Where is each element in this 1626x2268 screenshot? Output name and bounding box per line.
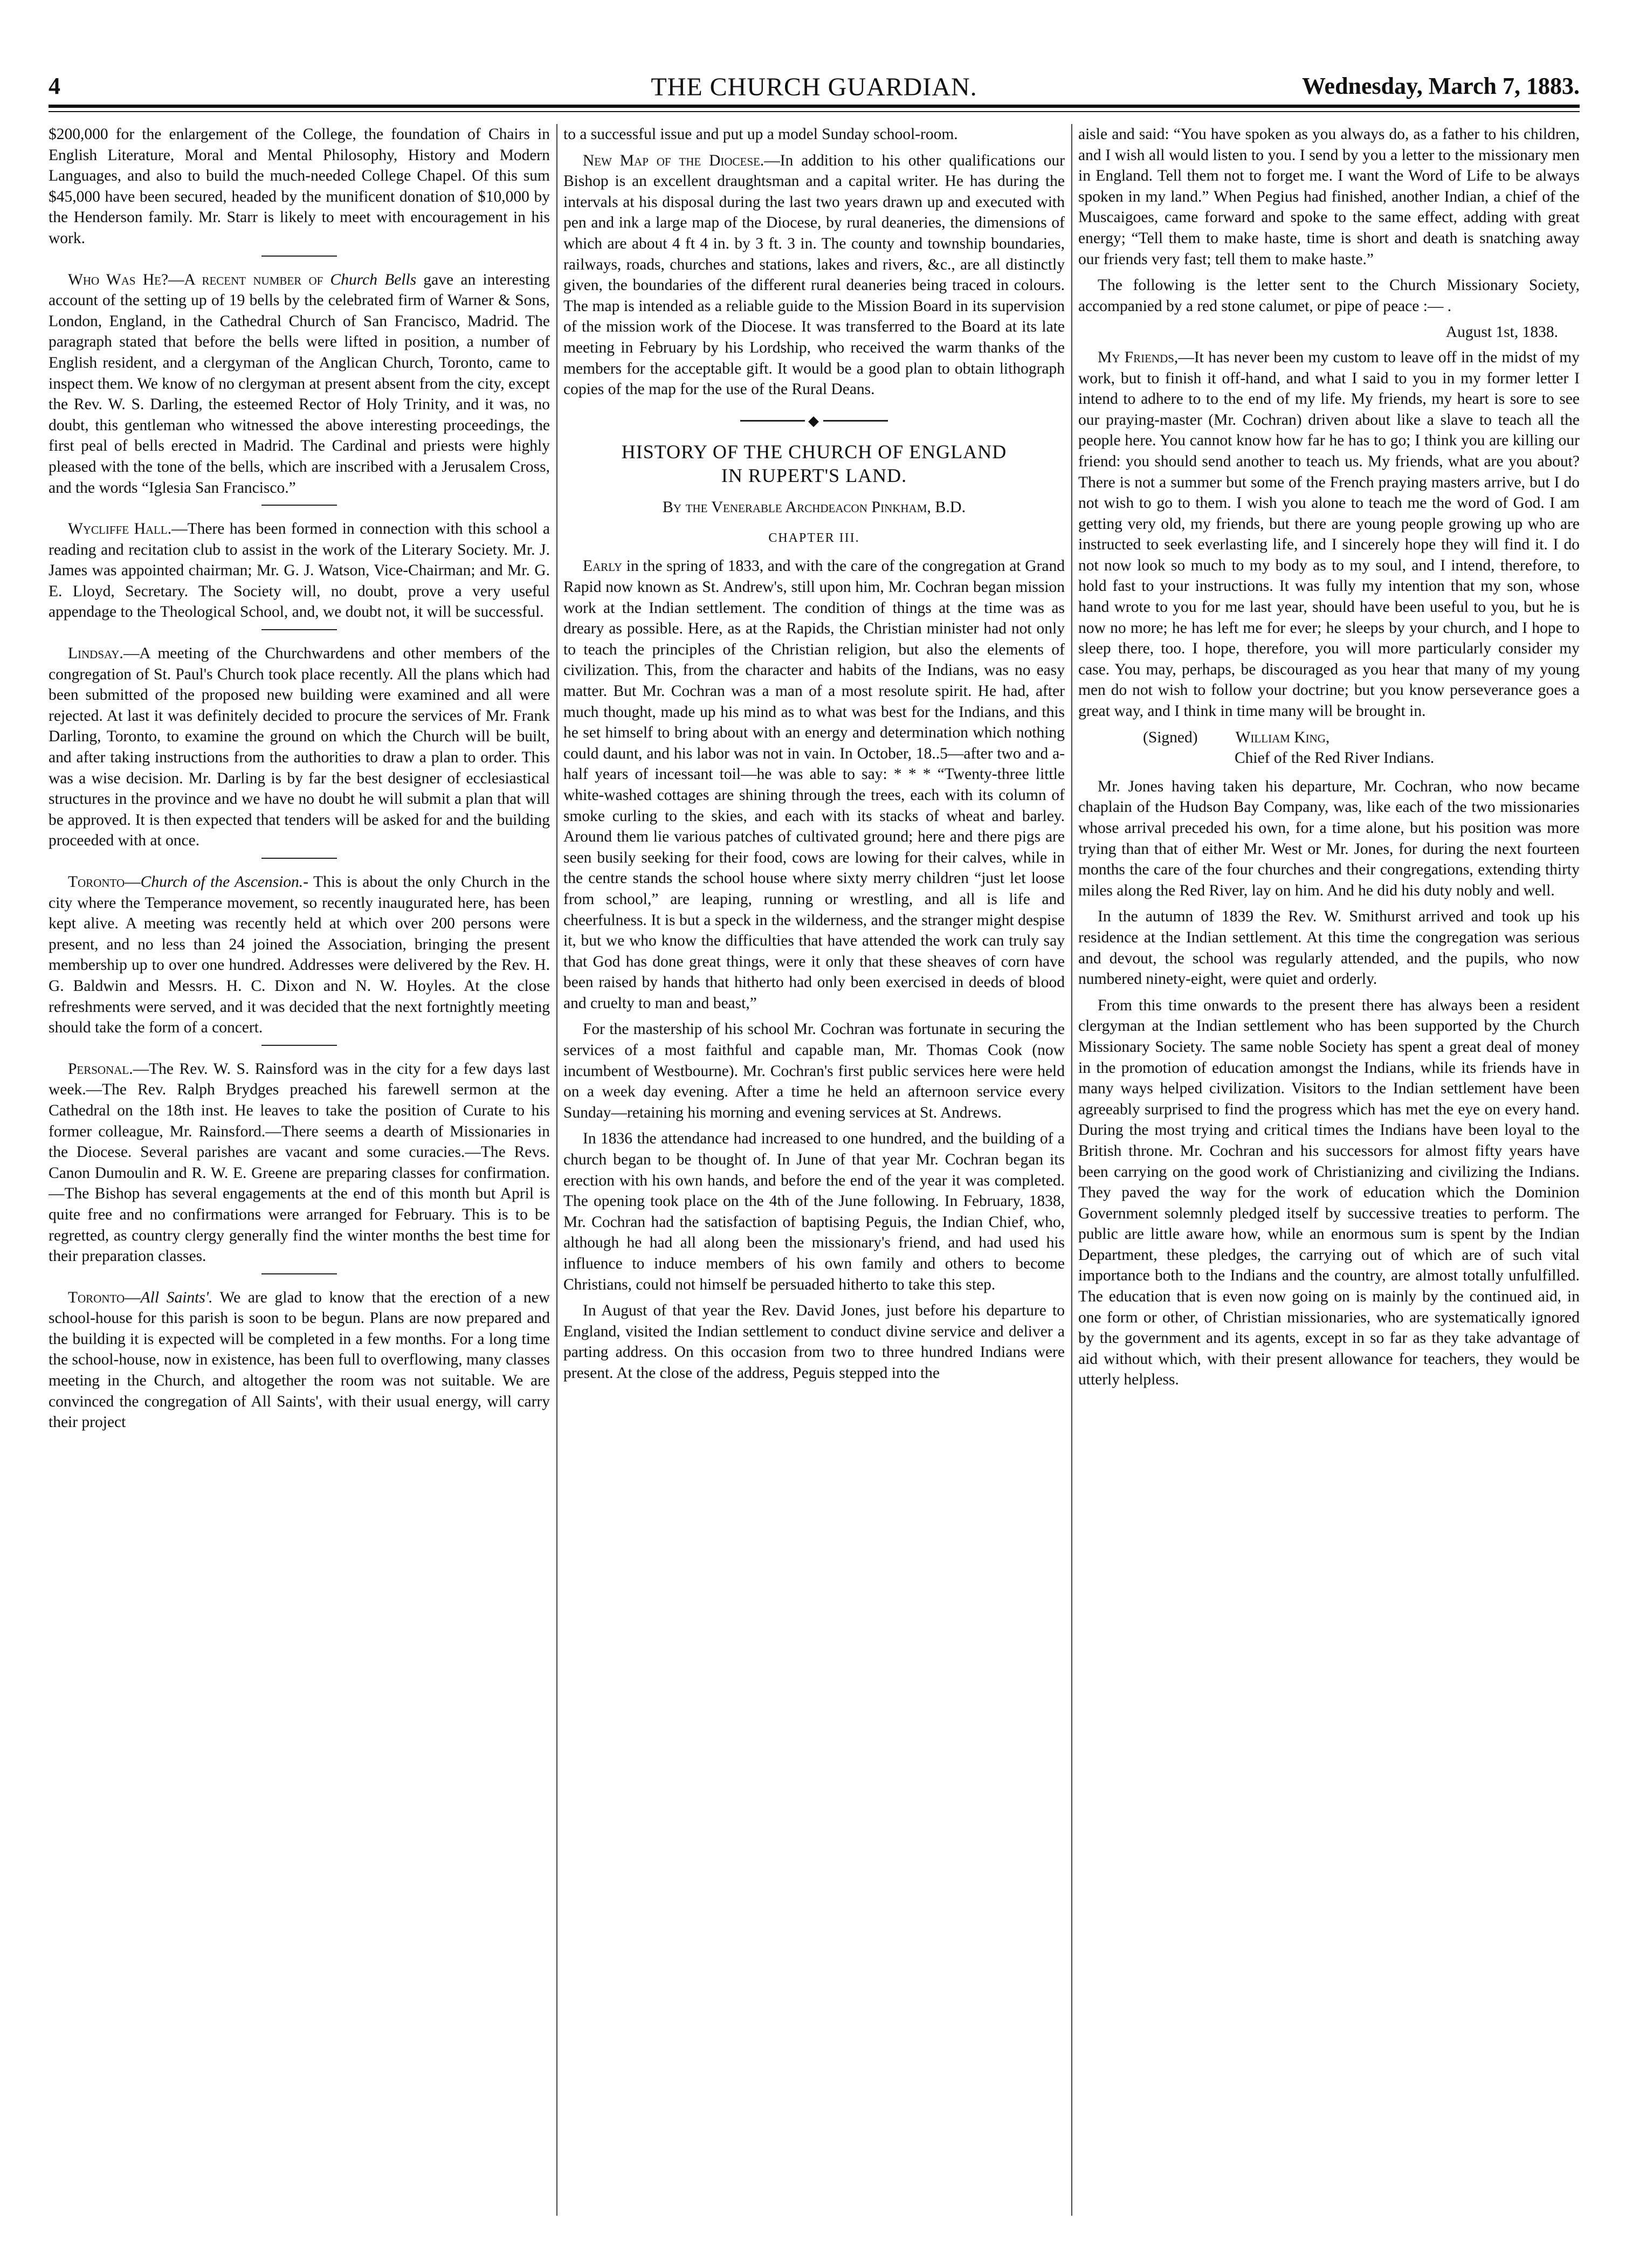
lead-new-map: New Map of the Diocese.: [583, 151, 764, 169]
letter-text: —It has never been my custom to leave off in the midst of my work, but to finish it off-hand, and what I said to you in my former letter I intend to adhere to to the end of my life. My friends, my heart is sore to see our praying-master (Mr. Cochran) driven about like a slave to teach all the people here. You cannot know how far he has to go; I think you are killing our friend: you should send another to teach us. My friends, what are you about? There is not a summer but some of the French praying masters arrive, but I do not wish to go to them. I wish you alone to teach me the word of God. I am getting very old, my friends, but there are young people growing up who are instructed to seek everlasting life, and I sincerely hope they will find it. I do not now look so much to my body as to my soul, and I intend, therefore, to hold fast to your instructions. It was fully my intention that my son, whose hand wrote to you for me last year, should have been useful to you, but he is now no more; he has left me for ever; he sleeps by your church, and I hope to sleep there, too. I hope, therefore, you will more particularly consider my case. You may, perhaps, be discouraged as you hear that many of my young men do not wish to follow your doctrine; but you know perseverance goes a great way, and I think in time many will be brought in.: [1078, 348, 1580, 720]
separator: [261, 1045, 337, 1046]
church-bells-title: Church Bells: [330, 271, 417, 288]
separator: [261, 256, 337, 257]
paragraph-letter: [1078, 347, 1580, 722]
lead-early: Early: [583, 557, 623, 575]
separator: [261, 858, 337, 859]
lead-who-was-he: Who Was He?—A recent number of: [68, 271, 330, 288]
new-map-text: —In addition to his other qualifications our Bishop is an excellent draughtsman and a capital writer. He has during the intervals at his disposal during the last two years drawn up and executed with pen and ink a large map of the Diocese, by rural deaneries, the dimensions of which are about 4 ft 4 in. by 3 ft. 3 in. The county and township boundaries, railways, roads, churches and stations, lakes and rivers, &c., are all distinctly given, the boundaries of the different rural deaneries being traced in colours. The map is intended as a reliable guide to the Mission Board in its supervision of the mission work of the Diocese. It was transferred to the Board at its late meeting in February by his Lordship, who received the warm thanks of the members for the acceptable gift. It would be a good plan to obtain lithograph copies of the map for the use of the Rural Deans.: [563, 151, 1065, 398]
wycliffe-hall-text: —There has been formed in connection with this school a reading and recitation club to assist in the work of the Literary Society. Mr. J. James was appointed chairman; Mr. G. J. Watson, Vice-Chairman; and Mr. G. E. Lloyd, Secretary. The Society will, no doubt, prove a very useful appendage to the Theological School, and, we doubt not, it will be successful.: [49, 520, 550, 621]
toronto-ascension-text: - This is about the only Church in the city where the Temperance movement, so recently inaugurated here, has been kept alive. A meeting was recently held at which over 200 persons were present, and no less than 24 joined the Association, bringing the present membership up to over one hundred. Addresses were delivered by the Rev. H. G. Baldwin and Messrs. H. C. Dixon and N. W. Hoyles. At the close refreshments were served, and it was decided that the next fortnightly meeting should take the form of a concert.: [49, 873, 550, 1037]
history-title-line-2: IN RUPERT'S LAND.: [721, 465, 907, 487]
chapter-heading: CHAPTER III.: [768, 530, 860, 545]
paper-title: THE CHURCH GUARDIAN.: [651, 73, 977, 101]
lead-toronto: Toronto—: [68, 1288, 141, 1306]
header-rule-thick: [49, 105, 1580, 108]
who-was-he-text: gave an interesting account of the setting up of 19 bells by the celebrated firm of Warner & Sons, London, England, in the Cathedral Church of San Francisco, Madrid. The paragraph stated that before the bells were lifted in position, a number of English resident, and a clergyman of the Anglican Church, Toronto, came to inspect them. We know of no clergyman at present absent from the city, except the Rev. W. S. Darling, the esteemed Rector of Holy Trinity, and it was, no doubt, this gentleman who witnessed the above interesting proceedings, the first peal of bells erected in Madrid. The Cardinal and priests were highly pleased with the tone of the bells, which are inscribed with a Jerusalem Cross, and the words “Iglesia San Francisco.”: [49, 271, 550, 497]
paragraph-toronto-ascension: [49, 872, 550, 1038]
separator: [261, 505, 337, 506]
column-rule: [556, 124, 557, 2216]
paragraph-letter-intro: The following is the letter sent to the Church Missionary Society, accompanied by a red stone calumet, or pipe of peace :— .: [1078, 277, 1580, 315]
lead-wycliffe-hall: Wycliffe Hall.: [68, 520, 172, 538]
separator: [261, 629, 337, 630]
lead-my-friends: My Friends,: [1098, 348, 1179, 366]
column-1: [49, 124, 550, 2248]
page-number: 4: [49, 73, 60, 99]
signed-label: (Signed): [1143, 728, 1198, 746]
paragraph-toronto-all-saints: [49, 1287, 550, 1433]
paragraph-august: In August of that year the Rev. David Jones, just before his departure to England, visited the Indian settlement to conduct divine service and deliver a parting address. On this occasion from two to three hundred Indians were present. At the close of the address, Peguis stepped into the: [563, 1302, 1065, 1382]
signer-name: William King,: [1235, 728, 1330, 746]
signature-block: [1078, 727, 1580, 769]
paragraph-personal: [49, 1059, 550, 1267]
byline: By the Venerable Archdeacon Pinkham, B.D.: [662, 498, 966, 516]
column-2: [563, 124, 1065, 2248]
signer-title: Chief of the Red River Indians.: [1235, 749, 1435, 767]
paragraph-from-this-time: From this time onwards to the present there has always been a resident clergyman at the Indian settlement who has been supported by the Church Missionary Society. The same noble Society has spent a great deal of money in the promotion of education amongst the Indians, while its friends have in many ways helped civilization. Visitors to the Indian settlement have been agreeably surprised to find the progress which has met the eye on every hand. During the most trying and critical times the Indians have been loyal to the British throne. Mr. Cochran and his successors for almost fifty years have been carrying on the good work of Christianizing and civilizing the Indians. They paved the way for the work of education which the Dominion Government solemnly pledged itself by successive treaties to perform. The public are little aware how, while an enormous sum is spent by the Indian Department, these pledges, the carrying out of which are of such vital importance both to the Indians and the country, are almost totally unfulfilled. The education that is even now going on is mainly by the continued aid, in one form or other, of Christian missionaries, who are systematically ignored by the government and its agents, except in so far as they take advantage of aid without which, with their present allowance for teachers, they would be utterly helpless.: [1078, 996, 1580, 1389]
paragraph-early-spring: [563, 556, 1065, 1014]
lead-toronto: Toronto—: [68, 873, 141, 891]
early-spring-text: in the spring of 1833, and with the care of the congregation at Grand Rapid now known as St. Andrew's, still upon him, Mr. Cochran began mission work at the Indian settlement. The condition of things at the time was as dreary as possible. Here, as at the Rapids, the Christian minister had not only to teach the principles of the Christian religion, but also the elements of civilization. This, from the character and habits of the Indians, was no easy matter. But Mr. Cochran was a man of a most resolute spirit. He had, after much thought, made up his mind as to what was best for the Indians, and this he set himself to bring about with an energy and determination which nothing could daunt, and his labor was not in vain. In October, 18..5—after two and a-half years of incessant toil—he was able to say: * * * “Twenty-three little white-washed cottages are shining through the trees, each with its column of smoke curling to the skies, and each with its stacks of wheat and barley. Around them lie various patches of cultivated ground; here and there pigs are seen busily seeking for their food, cows are lowing for their calves, while in the centre stands the school house where sixty merry children “just let loose from school,” are leaping, running or wrestling, and all is life and cheerfulness. It is but a speck in the wilderness, and the stranger might despise it, but we who know the difficulties that have attended the work can truly say that God has done great things, were it only that these sheaves of corn have been raised by hands that hitherto had only been exercised in deeds of blood and cruelty to man and beast,”: [563, 557, 1065, 1012]
masthead: [49, 65, 1580, 102]
paragraph-mastership: For the mastership of his school Mr. Cochran was fortunate in securing the services of a most faithful and capable man, Mr. Thomas Cook (now incumbent of Westbourne). Mr. Cochran's first public services here were held on a week day evening. After a time he held an afternoon service every Sunday—retaining his morning and evening services at St. Andrews.: [563, 1021, 1065, 1121]
paragraph-new-map: [563, 150, 1065, 400]
letter-date: August 1st, 1838.: [1445, 323, 1558, 341]
history-title: [563, 440, 1065, 487]
separator: [261, 1273, 337, 1274]
all-saints: All Saints'.: [140, 1288, 213, 1306]
column-3: [1078, 124, 1580, 2248]
lead-lindsay: Lindsay.: [68, 645, 123, 663]
church-of-ascension: Church of the Ascension.: [140, 873, 304, 891]
header-rule-thin: [49, 111, 1580, 112]
paragraph-peguis-speech: aisle and said: “You have spoken as you always do, as a father to his children, and I wish all would listen to you. I send by you a letter to the missionary men in England. Tell them not to forget me. I want the Word of Life to be always spoken in my land.” When Pegius had finished, another Indian, a chief of the Muscaigoes, came forward and spoke to the same effect, adding with great energy; “Tell them to make haste, time is short and death is snatching away our friends very fast; tell them to make haste.”: [1078, 126, 1580, 268]
paragraph-autumn-1839: In the autumn of 1839 the Rev. W. Smithurst arrived and took up his residence at the Indian settlement. At this time the congregation was serious and devout, the school was regularly attended, and the pupils, who now numbered ninety-eight, were quiet and orderly.: [1078, 908, 1580, 988]
issue-date: Wednesday, March 7, 1883.: [1301, 73, 1580, 99]
lindsay-text: —A meeting of the Churchwardens and other members of the congregation of St. Paul's Church took place recently. All the plans which had been submitted of the proposed new building were examined and all were rejected. At last it was definitely decided to procure the services of Mr. Frank Darling, Toronto, to examine the ground on which the Church will be built, and after taking instructions from the authorities to draw a plan to order. This was a wise decision. Mr. Darling is by far the best designer of ecclesiastical structures in the province and we have no doubt he will submit a plan that will be approved. It is then expected that tenders will be asked for and the building proceeded with at once.: [49, 645, 550, 850]
paragraph-who-was-he: [49, 270, 550, 499]
lead-personal: Personal.: [68, 1060, 133, 1078]
paragraph-lindsay: [49, 643, 550, 851]
paragraph-continued: to a successful issue and put up a model Sunday school-room.: [563, 126, 958, 143]
paragraph-wycliffe-hall: [49, 519, 550, 623]
column-rule: [1071, 124, 1072, 2216]
history-title-line-1: HISTORY OF THE CHURCH OF ENGLAND: [621, 441, 1007, 463]
paragraph-1836: In 1836 the attendance had increased to one hundred, and the building of a church began to be thought of. In June of that year Mr. Cochran began its erection with his own hands, and before the end of the year it was completed. The opening took place on the 4th of the June following. In February, 1838, Mr. Cochran had the satisfaction of baptising Peguis, the Indian Chief, who, although he had all along been the missionary's friend, and had used his influence to induce members of his own family and others to become Christians, could not himself be persuaded hitherto to take this step.: [563, 1130, 1065, 1293]
ornament-divider: ◆: [563, 410, 1065, 432]
paragraph-jones-departure: Mr. Jones having taken his departure, Mr. Cochran, who now became chaplain of the Hudson Bay Company, was, like each of the two missionaries whose arrival preceded his own, for a time alone, but his position was more trying than that of either Mr. West or Mr. Jones, for during the next fourteen months the care of the four churches and their congregations, extending thirty miles along the Red River, lay on him. And he did his duty nobly and well.: [1078, 777, 1580, 899]
personal-text: —The Rev. W. S. Rainsford was in the city for a few days last week.—The Rev. Ralph Brydges preached his farewell sermon at the Cathedral on the 18th inst. He leaves to take the position of Curate to his former colleague, Mr. Rainsford.—There seems a dearth of Missionaries in the Diocese. Several parishes are vacant and some curacies.—The Revs. Canon Dumoulin and R. W. E. Greene are preparing classes for confirmation.—The Bishop has several engagements at the end of this month but April is quite free and no confirmations were arranged for February. This is to be regretted, as country clergy generally find the winter months the best time for their preparation classes.: [49, 1060, 550, 1265]
paragraph-college: $200,000 for the enlargement of the College, the foundation of Chairs in English Literature, Moral and Mental Philosophy, History and Modern Languages, and also to build the much-needed College Chapel. Of this sum $45,000 have been secured, headed by the munificent donation of $10,000 by the Henderson family. Mr. Starr is likely to meet with encouragement in his work.: [49, 126, 550, 247]
toronto-all-saints-text: We are glad to know that the erection of a new school-house for this parish is soon to be begun. Plans are now prepared and the building it is expected will be completed in a few months. For a long time the school-house, now in existence, has been full to overflowing, many classes meeting in the Church, and altogether the room was not suitable. We are convinced the congregation of All Saints', with their usual energy, will carry their project: [49, 1288, 550, 1431]
